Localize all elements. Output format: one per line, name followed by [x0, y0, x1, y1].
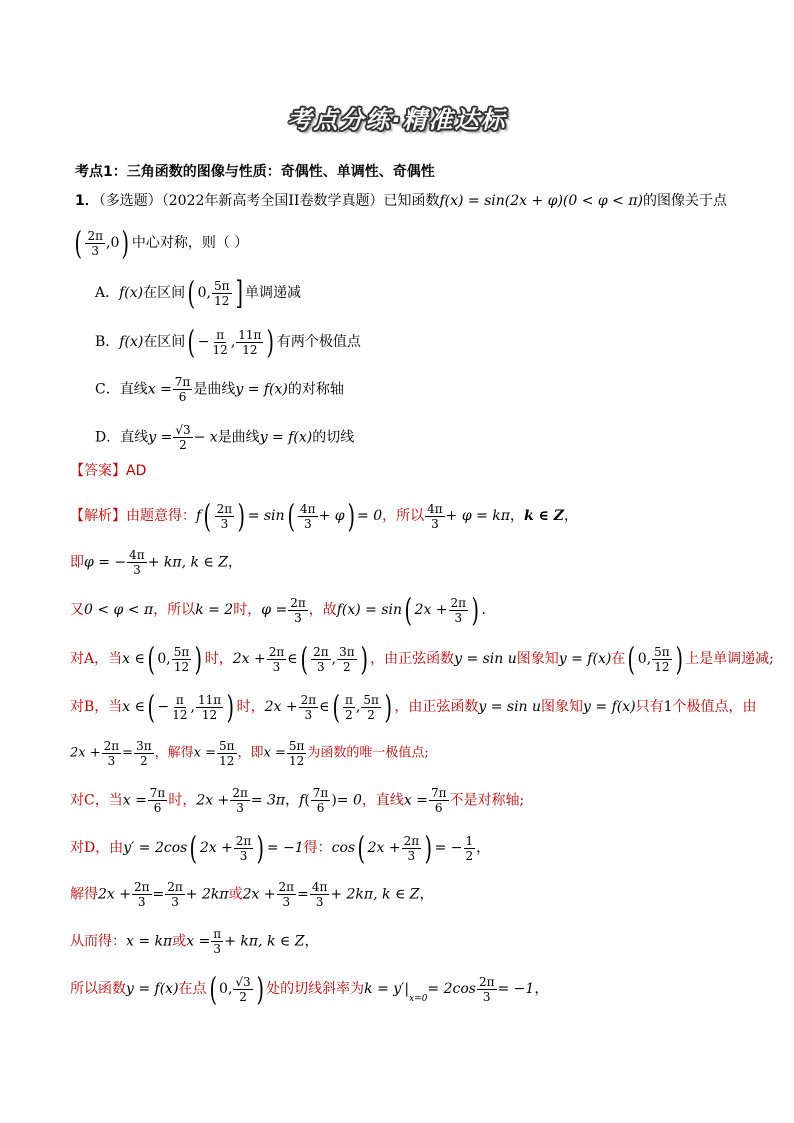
question-stem-cont: ( $\frac{2\pi}{3}$ ,0) 中心对称，则（ ）	[74, 224, 249, 262]
option-c: C．直线x = $\frac{7\pi}{6}$ 是曲线y = f(x)的对称轴	[95, 375, 344, 404]
question-stem: 1．（多选题）（2022年新高考全国II卷数学真题）已知函数f(x) = sin(2x + φ)(0 < φ < π)的图像关于点	[75, 193, 728, 209]
page-banner: 考点分练·精准达标	[287, 106, 507, 134]
analysis-solve: 解得2x + $\frac{2\pi}{3}$ = $\frac{2\pi}{3}$ + 2kπ或2x + $\frac{2\pi}{3}$ = $\frac{4\pi}{3}$ + 2kπ, k ∈ Z，	[70, 880, 434, 909]
analysis-case-d: 对D，由y′ = 2cos( 2x + $\frac{2\pi}{3}$ ) = −1得：cos( 2x + $\frac{2\pi}{3}$ ) = − $\frac{1}{2}$ ，	[70, 829, 491, 867]
analysis-thus: 从而得：x = kπ或x = $\frac{\pi}{3}$ + kπ, k ∈ Z，	[70, 927, 319, 956]
section-title: 考点1：三角函数的图像与性质：奇偶性、单调性、奇偶性	[75, 164, 435, 180]
option-b: B．f(x)在区间( − $\frac{\pi}{12}$ , $\frac{11\pi}{12}$ ) 有两个极值点	[95, 323, 361, 361]
option-d: D．直线y = $\frac{√3}{2}$ − x是曲线y = f(x)的切线	[95, 423, 355, 452]
analysis-slope: 所以函数y = f(x)在点( 0, $\frac{√3}{2}$ ) 处的切线斜率为$k = y'|_{x=0}= 2\cos$ $\frac{2\pi}{3}$ = −1，	[70, 970, 549, 1008]
analysis-line-3: 又0 < φ < π，所以k = 2时，φ = $\frac{2\pi}{3}$ ，故f(x) = sin( 2x + $\frac{2\pi}{3}$ ) ．	[70, 591, 496, 629]
analysis-line-1: 【解析】由题意得：f( $\frac{2\pi}{3}$ ) = sin( $\frac{4\pi}{3}$ + φ) = 0，所以 $\frac{4\pi}{3}$ + φ = kπ，k ∈ Z，	[70, 497, 578, 535]
analysis-case-c: 对C，当x = $\frac{7\pi}{6}$ 时，2x + $\frac{2\pi}{3}$ = 3π，f( $\frac{7\pi}{6}$ )= 0，直线x = $\frac{7\pi}{6}$ 不是对称轴;	[70, 786, 525, 815]
analysis-case-b: 对B，当x ∈( − $\frac{\pi}{12}$ , $\frac{11\pi}{12}$ ) 时，2x + $\frac{2\pi}{3}$ ∈( $\frac{\pi}{2}$ , $\frac{5\pi}{2}$ ) ，由正弦函数y = sin u图象知y = f(x)只有1个极值点，由	[70, 688, 757, 726]
analysis-case-b-cont: 2x + $\frac{2\pi}{3}$ = $\frac{3\pi}{2}$ ，解得x = $\frac{5\pi}{12}$ ，即x = $\frac{5\pi}{12}$ 为函数的唯一极值点;	[70, 739, 429, 768]
option-a: A．f(x)在区间( 0, $\frac{5\pi}{12}$ ] 单调递减	[95, 274, 301, 312]
analysis-case-a: 对A，当x ∈( 0, $\frac{5\pi}{12}$ ) 时，2x + $\frac{2\pi}{3}$ ∈( $\frac{2\pi}{3}$ , $\frac{3\pi}{2}$ ) ，由正弦函数y = sin u图象知y = f(x)在( 0, $\frac{5\pi}{12}$ ) 上是单调递减;	[70, 640, 774, 678]
analysis-line-2: 即φ = − $\frac{4\pi}{3}$ + kπ, k ∈ Z，	[70, 548, 242, 577]
answer-line: 【答案】AD	[70, 463, 147, 479]
